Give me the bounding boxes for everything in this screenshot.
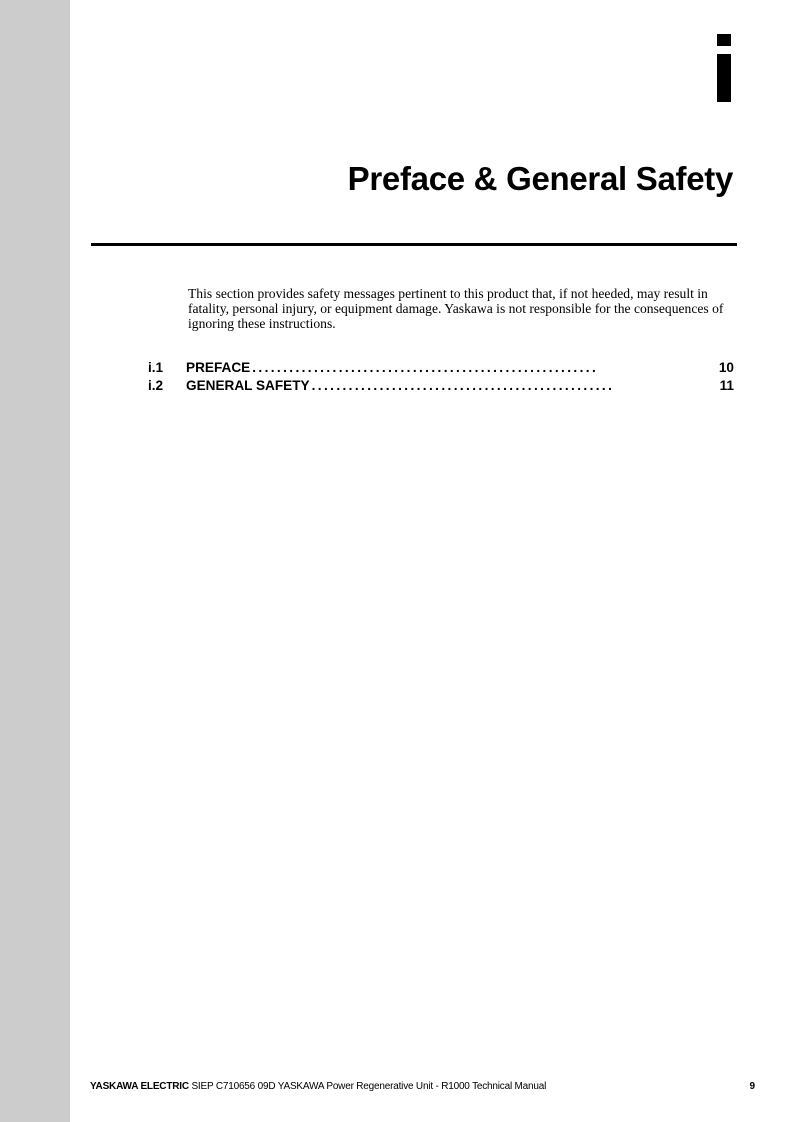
footer-document-title: SIEP C710656 09D YASKAWA Power Regenerative Unit - R1000 Technical Manual	[191, 1081, 547, 1092]
chapter-marker-dot	[717, 34, 731, 46]
footer-brand: YASKAWA ELECTRIC	[90, 1081, 189, 1092]
side-margin-bar	[0, 0, 70, 1122]
chapter-marker	[716, 22, 732, 102]
toc-entry-label: PREFACE	[186, 360, 251, 375]
chapter-marker-stem	[717, 54, 731, 102]
table-of-contents	[148, 359, 734, 395]
intro-paragraph: This section provides safety messages pertinent to this product that, if not heeded, may result in fatality, personal injury, or equipment damage. Yaskawa is not responsible for the consequences of ignoring these instructions.	[188, 286, 724, 331]
toc-entry-number: i.2	[148, 378, 164, 393]
toc-entry-page: 11	[719, 378, 734, 393]
toc-entry-number: i.1	[148, 360, 164, 375]
toc-entry-preface[interactable]	[148, 359, 734, 377]
title-divider	[91, 243, 737, 246]
page-footer	[90, 1081, 546, 1092]
toc-dot-leader: ........................................................	[252, 360, 599, 375]
page-title: Preface & General Safety	[347, 160, 733, 197]
page-number: 9	[749, 1081, 755, 1092]
toc-entry-page: 10	[718, 360, 734, 375]
toc-entry-general-safety[interactable]	[148, 377, 734, 395]
toc-dot-leader: .................................................	[311, 378, 615, 393]
toc-entry-label: GENERAL SAFETY	[186, 378, 310, 393]
